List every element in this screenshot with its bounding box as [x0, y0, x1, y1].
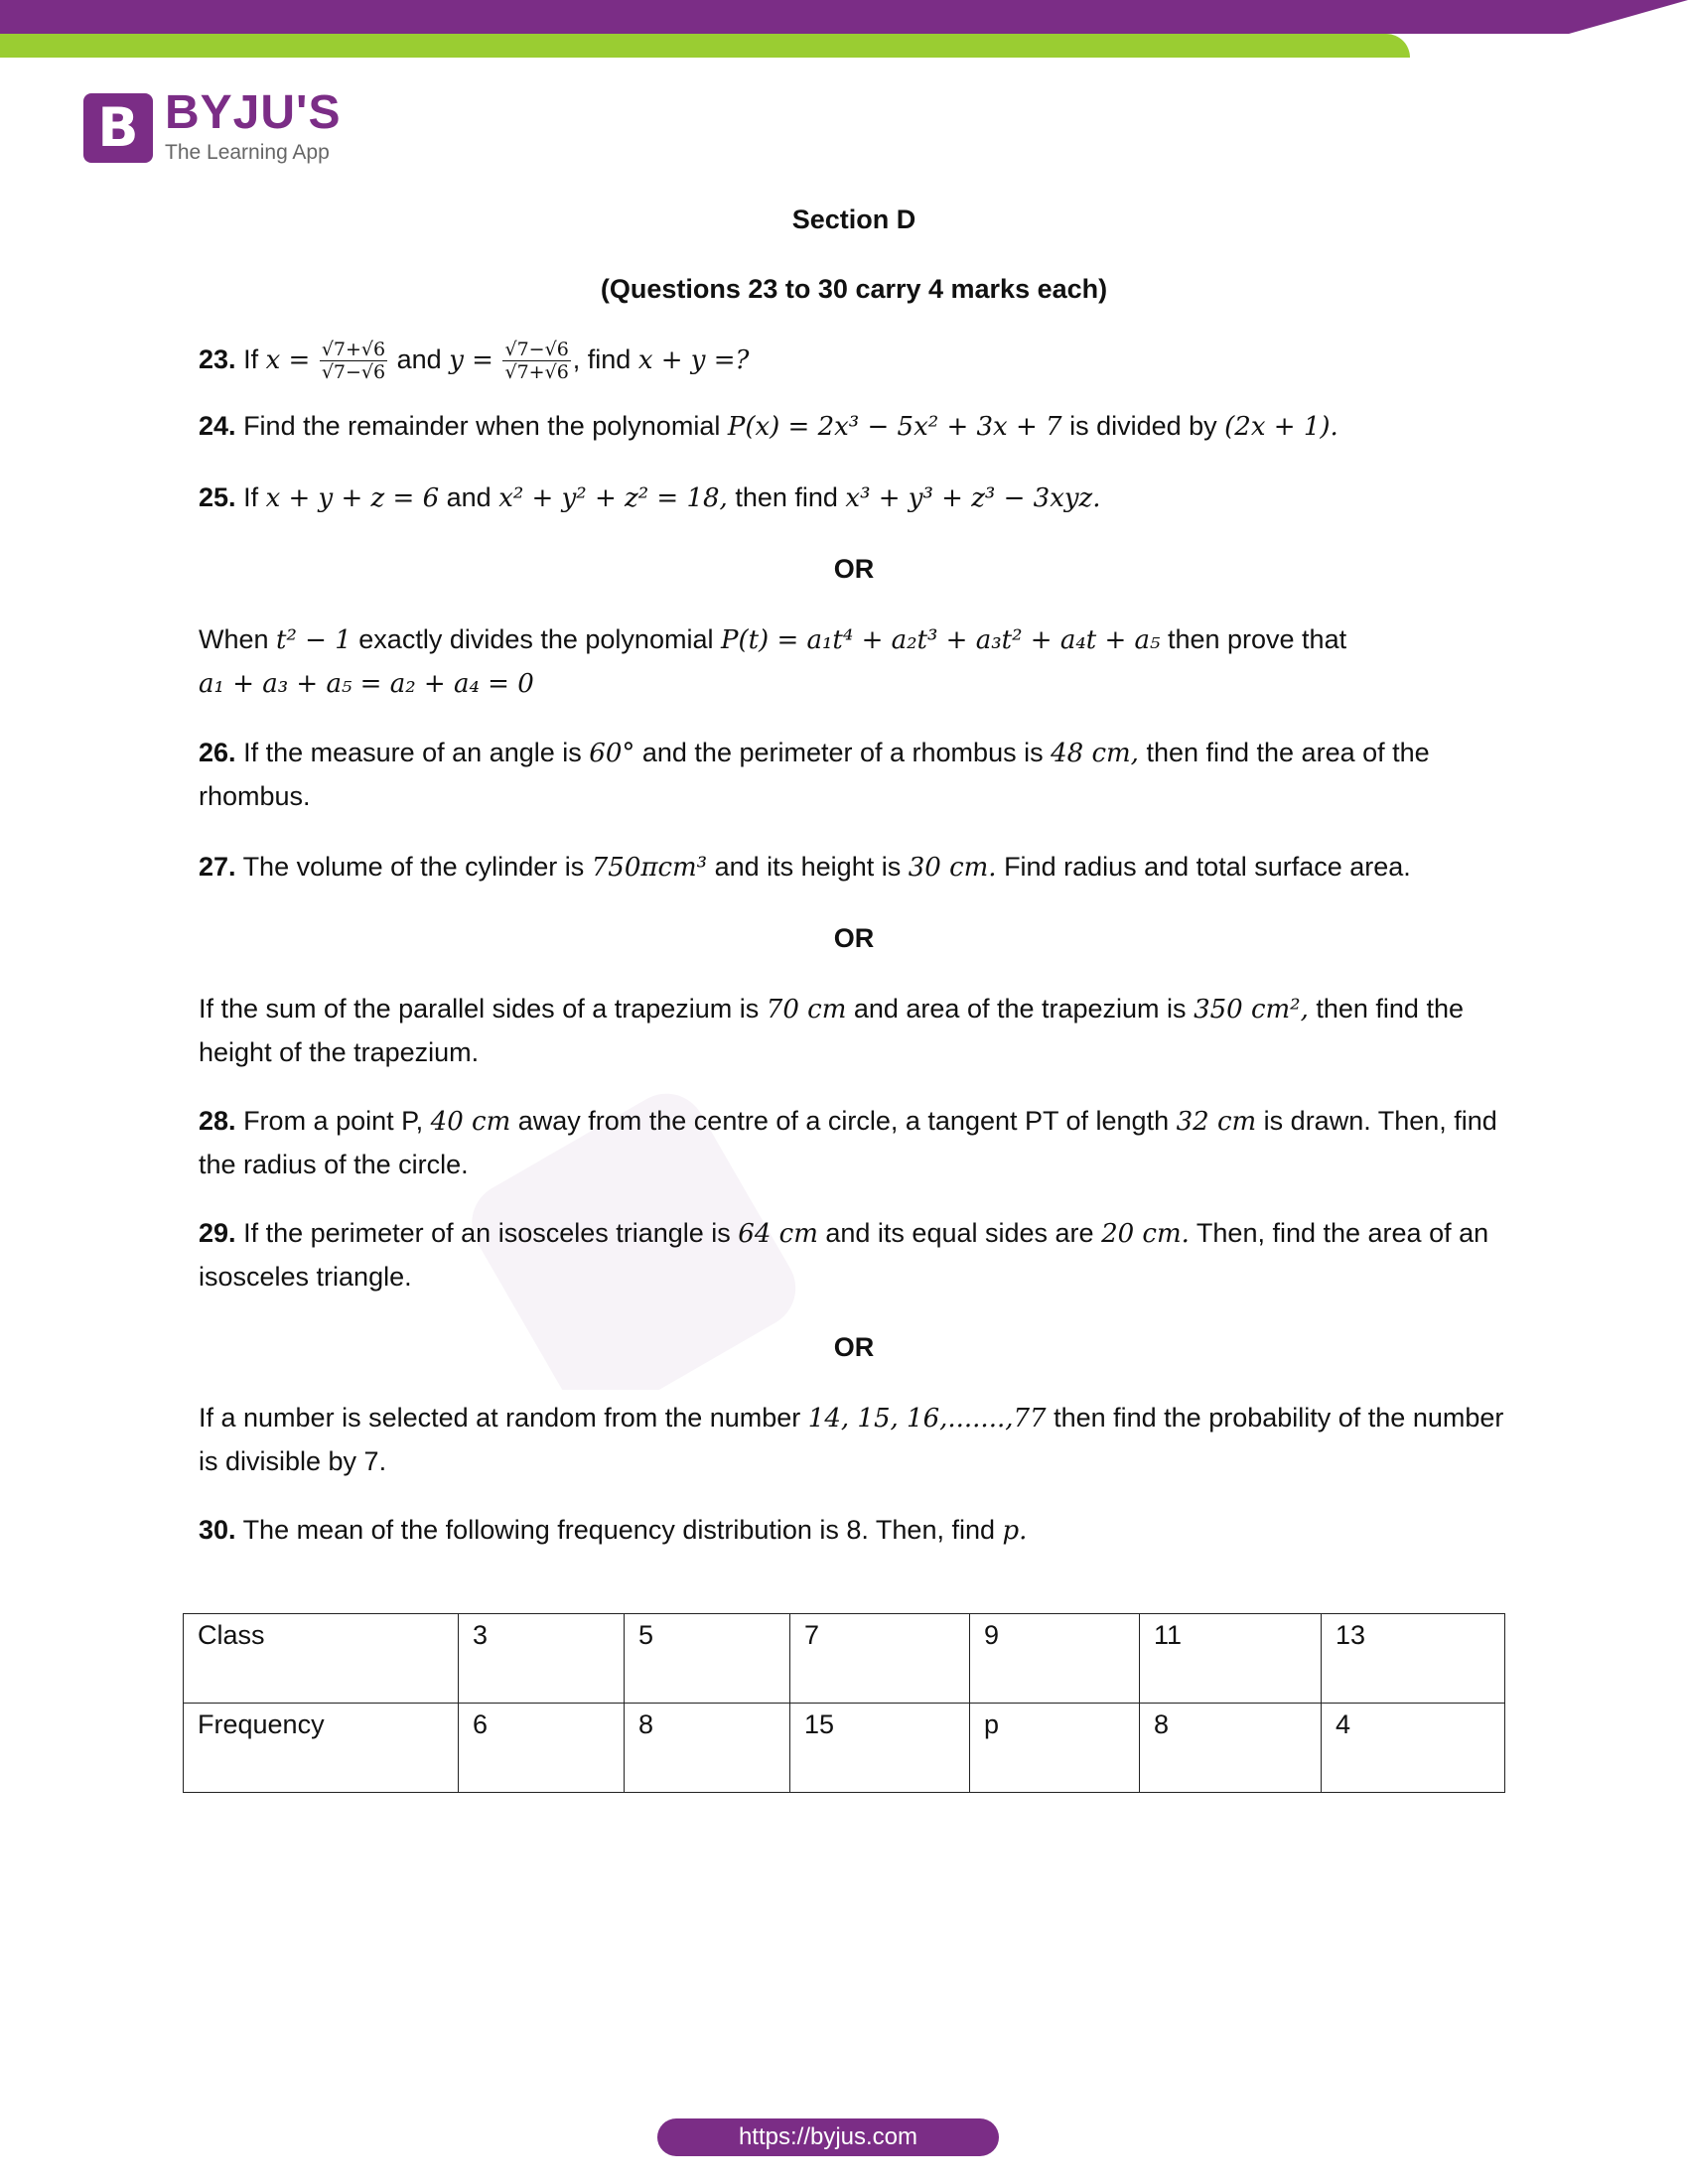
q23-text-3: , find [572, 344, 638, 374]
q28-dist: 40 cm [430, 1107, 511, 1138]
q29or-text-1: If a number is selected at random from the number [199, 1403, 808, 1433]
q30-var: p. [1002, 1516, 1028, 1547]
section-title: Section D [791, 205, 916, 234]
q25-text-2: and [439, 482, 499, 513]
question-24 [199, 405, 1509, 449]
q26-text-2: and the perimeter of a rhombus is [634, 738, 1052, 768]
q26-text-3: then find the area of the rhombus. [199, 738, 1430, 812]
table-cell: 5 [625, 1614, 790, 1704]
q23-frac-x-den: √7−√6 [321, 361, 386, 384]
table-cell: p [970, 1704, 1140, 1793]
table-row-frequency [184, 1704, 1505, 1793]
question-27 [199, 846, 1509, 889]
table-cell: 3 [459, 1614, 625, 1704]
q27-vol: 750πcm³ [591, 853, 708, 884]
q23-frac-x-num: √7+√6 [321, 339, 386, 361]
or-divider: OR [833, 1332, 875, 1363]
q25or-poly: P(t) = a₁t⁴ + a₂t³ + a₃t² + a₄t + a₅ [720, 625, 1161, 656]
q25-expr: x³ + y³ + z³ − 3xyz. [845, 483, 1101, 514]
question-number: 28. [199, 1106, 236, 1137]
question-number: 23. [199, 344, 236, 374]
q24-text-2: is divided by [1061, 411, 1225, 442]
table-cell-label: Class [184, 1614, 459, 1704]
or-divider: OR [833, 923, 875, 954]
header-band-purple [0, 0, 1688, 34]
question-27-or [199, 988, 1509, 1074]
q26-perim: 48 cm, [1051, 739, 1139, 769]
table-cell: 8 [625, 1704, 790, 1793]
question-25 [199, 477, 1509, 520]
question-number: 25. [199, 482, 236, 513]
q25or-text-2: exactly divides the polynomial [351, 624, 721, 655]
question-30 [199, 1509, 1509, 1553]
table-cell: 15 [790, 1704, 970, 1793]
q25or-divisor: t² − 1 [276, 625, 352, 656]
question-28 [199, 1100, 1509, 1186]
question-number: 29. [199, 1218, 236, 1249]
logo-tagline: The Learning App [165, 141, 330, 164]
q23-expr: x + y =? [637, 345, 750, 375]
q27or-text-1: If the sum of the parallel sides of a trapezium is [199, 994, 767, 1024]
q29-sides: 20 cm. [1101, 1219, 1190, 1250]
q27or-text-2: and area of the trapezium is [846, 994, 1195, 1024]
question-paper [199, 199, 1509, 1553]
table-cell: 9 [970, 1614, 1140, 1704]
q27-text-3: Find radius and total surface area. [996, 852, 1411, 883]
q27or-text-3: then find the height of the trapezium. [199, 994, 1464, 1068]
table-cell: 4 [1322, 1704, 1505, 1793]
q25-eq1: x + y + z = 6 [265, 483, 440, 514]
footer-url-link[interactable]: https://byjus.com [657, 2118, 999, 2156]
q29or-text-2: then find the probability of the number is divisible by 7. [199, 1403, 1504, 1477]
q24-divisor: (2x + 1). [1224, 412, 1338, 443]
table-cell-label: Frequency [184, 1704, 459, 1793]
byjus-logo [83, 86, 381, 167]
q23-frac-y-num: √7−√6 [504, 339, 569, 361]
q23-fraction-y [502, 339, 570, 383]
q28-text-2: away from the centre of a circle, a tangent PT of length [510, 1106, 1177, 1137]
q23-x-eq: x = [265, 345, 311, 375]
q25or-line2: a₁ + a₃ + a₅ = a₂ + a₄ = 0 [199, 669, 534, 700]
q24-poly: P(x) = 2x³ − 5x² + 3x + 7 [727, 412, 1062, 443]
q29-text-3: Then, find the area of an isosceles triangle. [199, 1218, 1489, 1293]
q29-text-2: and its equal sides are [817, 1218, 1102, 1249]
q25or-text-3: then prove that [1160, 624, 1347, 655]
q27-text-1: The volume of the cylinder is [242, 852, 592, 883]
table-cell: 6 [459, 1704, 625, 1793]
q23-fraction-x [320, 339, 387, 383]
q30-text-1: The mean of the following frequency distribution is 8. Then, find [242, 1515, 1003, 1546]
q27or-sum: 70 cm [766, 995, 847, 1025]
section-subtitle: (Questions 23 to 30 carry 4 marks each) [600, 274, 1108, 304]
logo-letter: B [97, 96, 139, 159]
question-number: 27. [199, 852, 236, 883]
q25-eq2: x² + y² + z² = 18, [498, 483, 728, 514]
q29or-range: 14, 15, 16,.......,77 [807, 1404, 1047, 1434]
q26-text-1: If the measure of an angle is [243, 738, 590, 768]
question-23 [199, 339, 1509, 383]
q24-text-1: Find the remainder when the polynomial [243, 411, 728, 442]
q25-text-1: If [243, 482, 266, 513]
question-29-or [199, 1397, 1509, 1483]
table-cell: 7 [790, 1614, 970, 1704]
table-cell: 11 [1140, 1614, 1322, 1704]
q27-height: 30 cm. [908, 853, 997, 884]
or-divider: OR [833, 554, 875, 585]
q27-text-2: and its height is [707, 852, 909, 883]
q26-angle: 60° [589, 739, 635, 769]
header-band-green [0, 34, 1410, 58]
q23-frac-y-den: √7+√6 [504, 361, 569, 384]
q28-text-1: From a point P, [243, 1106, 431, 1137]
q29-perim: 64 cm [738, 1219, 818, 1250]
q28-len: 32 cm [1176, 1107, 1257, 1138]
q23-text-1: If [243, 344, 266, 374]
q28-text-3: is drawn. Then, find the radius of the circle. [199, 1106, 1497, 1180]
question-29 [199, 1212, 1509, 1298]
question-number: 24. [199, 411, 236, 442]
q27or-area: 350 cm², [1194, 995, 1309, 1025]
q23-text-2: and [396, 344, 450, 374]
q25-text-3: then find [727, 482, 846, 513]
question-number: 30. [199, 1515, 236, 1546]
q25or-text-1: When [199, 624, 277, 655]
q23-y-eq: y = [449, 345, 493, 375]
logo-brand: BYJU'S [165, 86, 342, 139]
question-26 [199, 732, 1509, 818]
table-row-class [184, 1614, 1505, 1704]
table-cell: 8 [1140, 1704, 1322, 1793]
table-cell: 13 [1322, 1614, 1505, 1704]
q29-text-1: If the perimeter of an isosceles triangle is [243, 1218, 739, 1249]
question-25-or [199, 618, 1509, 706]
frequency-table [183, 1613, 1505, 1793]
question-number: 26. [199, 738, 236, 768]
